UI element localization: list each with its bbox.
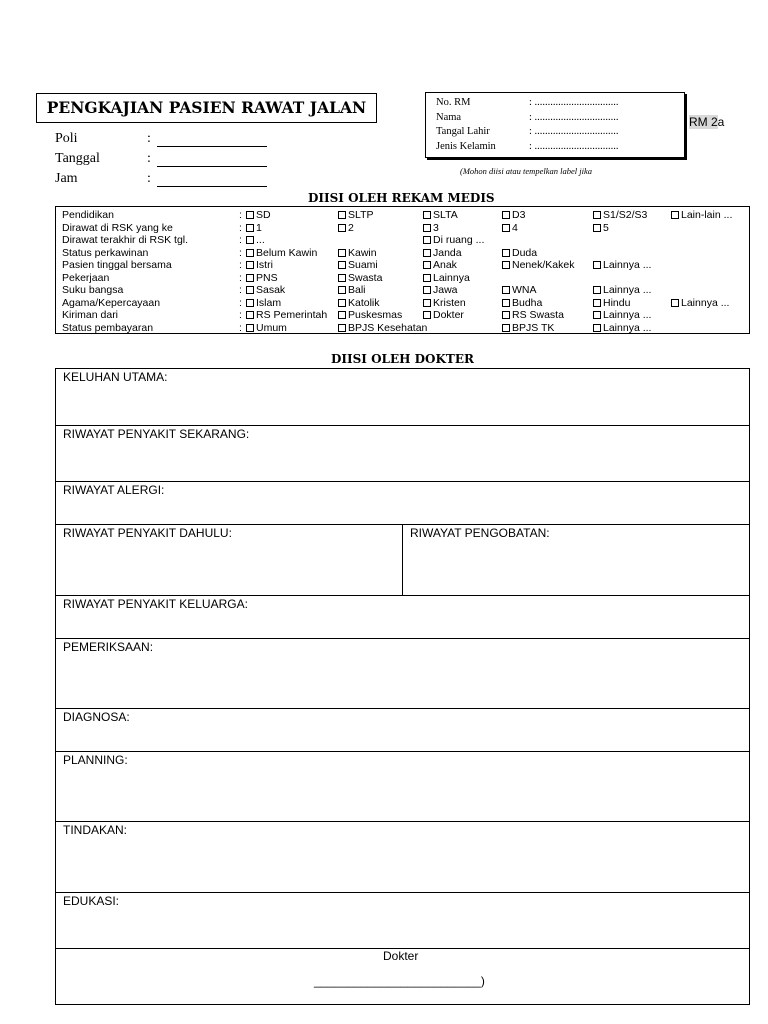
rekam-option-label: ... bbox=[256, 234, 265, 246]
dokter-signature-line[interactable]: _________________________) bbox=[314, 974, 485, 988]
poli-colon: : bbox=[147, 131, 151, 146]
checkbox-icon[interactable] bbox=[246, 261, 254, 269]
checkbox-icon[interactable] bbox=[502, 286, 510, 294]
pemeriksaan-label: PEMERIKSAAN: bbox=[63, 640, 154, 654]
rekam-option[interactable] bbox=[423, 247, 462, 260]
form-code-suffix: a bbox=[717, 115, 725, 129]
no-rm-value[interactable]: : ................................ bbox=[529, 97, 619, 108]
planning-section[interactable] bbox=[56, 751, 749, 821]
diagnosa-label: DIAGNOSA: bbox=[63, 710, 130, 724]
rekam-option-label: PNS bbox=[256, 271, 278, 284]
checkbox-icon[interactable] bbox=[423, 299, 431, 307]
jam-field[interactable] bbox=[55, 171, 270, 191]
rekam-option-label: Suami bbox=[348, 259, 378, 271]
rekam-option[interactable] bbox=[593, 322, 651, 335]
jam-label: Jam bbox=[55, 171, 78, 186]
rekam-option-label: Kawin bbox=[348, 246, 377, 259]
checkbox-icon[interactable] bbox=[423, 274, 431, 282]
rekam-option[interactable] bbox=[423, 309, 464, 322]
rekam-option[interactable] bbox=[671, 297, 729, 310]
rekam-row bbox=[62, 247, 752, 260]
diagnosa-section[interactable] bbox=[56, 708, 749, 751]
rekam-option[interactable] bbox=[338, 309, 402, 322]
rekam-option[interactable] bbox=[246, 234, 265, 247]
rekam-option[interactable] bbox=[502, 259, 574, 272]
rekam-option[interactable] bbox=[593, 209, 647, 222]
rekam-row-colon: : bbox=[239, 221, 242, 234]
rekam-option-label: Budha bbox=[512, 296, 543, 309]
jenis-kelamin-value[interactable]: : ................................ bbox=[529, 141, 619, 152]
riwayat-keluarga-section[interactable] bbox=[56, 595, 749, 638]
riwayat-sekarang-label: RIWAYAT PENYAKIT SEKARANG: bbox=[63, 427, 250, 441]
rekam-option[interactable] bbox=[246, 247, 317, 260]
riwayat-sekarang-section[interactable] bbox=[56, 425, 749, 481]
edukasi-label: EDUKASI: bbox=[63, 894, 120, 908]
dokter-section-title: DIISI OLEH DOKTER bbox=[331, 352, 474, 366]
jenis-kelamin-label: Jenis Kelamin bbox=[436, 141, 496, 152]
rekam-option[interactable] bbox=[338, 222, 354, 235]
checkbox-icon[interactable] bbox=[246, 311, 254, 319]
rekam-row-colon: : bbox=[239, 246, 242, 259]
rekam-row-colon: : bbox=[239, 259, 242, 271]
checkbox-icon[interactable] bbox=[502, 211, 510, 219]
rekam-option-label: 4 bbox=[512, 221, 518, 234]
dokter-signature-label: Dokter bbox=[383, 949, 419, 963]
rekam-option-label: 3 bbox=[433, 221, 439, 234]
rekam-row-colon: : bbox=[239, 296, 242, 309]
rekam-option[interactable] bbox=[338, 259, 378, 272]
checkbox-icon[interactable] bbox=[671, 211, 679, 219]
checkbox-icon[interactable] bbox=[338, 224, 346, 232]
rekam-option-label: Hindu bbox=[603, 296, 631, 309]
tanggal-field[interactable] bbox=[55, 151, 270, 171]
label-note: (Mohon diisi atau tempelkan label jika bbox=[460, 166, 592, 176]
rekam-option-label: BPJS Kesehatan bbox=[348, 321, 428, 334]
rekam-option-label: Sasak bbox=[256, 284, 286, 296]
checkbox-icon[interactable] bbox=[338, 261, 346, 269]
rekam-medis-box bbox=[55, 206, 750, 334]
checkbox-icon[interactable] bbox=[502, 249, 510, 257]
no-rm-label: No. RM bbox=[436, 97, 471, 108]
poli-label: Poli bbox=[55, 131, 78, 146]
rekam-option-label: Swasta bbox=[348, 271, 383, 284]
checkbox-icon[interactable] bbox=[338, 274, 346, 282]
rekam-option[interactable] bbox=[502, 297, 542, 310]
rekam-option-label: 5 bbox=[603, 221, 609, 234]
riwayat-column-divider bbox=[402, 525, 403, 595]
checkbox-icon[interactable] bbox=[593, 211, 601, 219]
rekam-option-label: SLTA bbox=[433, 209, 458, 221]
rekam-option[interactable] bbox=[423, 259, 457, 272]
form-code-highlight: RM 2 bbox=[689, 115, 718, 129]
rekam-option-label: Kristen bbox=[433, 296, 466, 309]
keluhan-utama-label: KELUHAN UTAMA: bbox=[63, 370, 168, 384]
rekam-row-label: Pekerjaan bbox=[62, 271, 110, 284]
rekam-option-label: Nenek/Kakek bbox=[512, 259, 575, 271]
rekam-row-colon: : bbox=[239, 271, 242, 284]
checkbox-icon[interactable] bbox=[423, 211, 431, 219]
riwayat-alergi-section[interactable] bbox=[56, 481, 749, 524]
rekam-option[interactable] bbox=[502, 309, 564, 322]
nama-value[interactable]: : ................................ bbox=[529, 112, 619, 123]
checkbox-icon[interactable] bbox=[593, 261, 601, 269]
rekam-row-colon: : bbox=[239, 284, 242, 296]
rekam-option-label: Islam bbox=[256, 296, 282, 309]
checkbox-icon[interactable] bbox=[338, 324, 346, 332]
rekam-option-label: BPJS TK bbox=[512, 321, 555, 334]
rekam-option-label: Lain-lain ... bbox=[681, 209, 733, 221]
rekam-row-label: Pendidikan bbox=[62, 209, 114, 221]
checkbox-icon[interactable] bbox=[423, 236, 431, 244]
rekam-option-label: SD bbox=[256, 209, 271, 221]
checkbox-icon[interactable] bbox=[338, 249, 346, 257]
rekam-option-label: RS Swasta bbox=[512, 309, 564, 321]
poli-field[interactable] bbox=[55, 131, 270, 151]
rekam-option[interactable] bbox=[246, 322, 287, 335]
rekam-option-label: Lainnya bbox=[433, 271, 470, 284]
rekam-option[interactable] bbox=[338, 209, 373, 222]
rekam-option[interactable] bbox=[246, 222, 262, 235]
rekam-option-label: 1 bbox=[256, 221, 262, 234]
dokter-box bbox=[55, 368, 750, 1005]
checkbox-icon[interactable] bbox=[502, 224, 510, 232]
rekam-option-label: 2 bbox=[348, 221, 354, 234]
checkbox-icon[interactable] bbox=[246, 211, 254, 219]
form-code bbox=[689, 115, 724, 129]
rekam-row-label: Agama/Kepercayaan bbox=[62, 296, 161, 309]
rekam-option-label: Lainnya ... bbox=[681, 296, 730, 309]
rekam-row bbox=[62, 222, 752, 235]
rekam-option-label: Katolik bbox=[348, 296, 380, 309]
checkbox-icon[interactable] bbox=[423, 286, 431, 294]
rekam-option[interactable] bbox=[423, 222, 439, 235]
rekam-option[interactable] bbox=[593, 284, 651, 297]
rekam-option-label: Anak bbox=[433, 259, 457, 271]
rekam-option[interactable] bbox=[423, 234, 484, 247]
jam-colon: : bbox=[147, 171, 151, 186]
checkbox-icon[interactable] bbox=[423, 224, 431, 232]
rekam-option-label: S1/S2/S3 bbox=[603, 209, 648, 221]
rekam-row-label: Dirawat di RSK yang ke bbox=[62, 221, 173, 234]
rekam-option[interactable] bbox=[423, 297, 466, 310]
rekam-row-label: Pasien tinggal bersama bbox=[62, 259, 172, 271]
rekam-option[interactable] bbox=[593, 297, 630, 310]
checkbox-icon[interactable] bbox=[502, 261, 510, 269]
rekam-option[interactable] bbox=[246, 272, 278, 285]
rekam-row bbox=[62, 309, 752, 322]
rekam-option[interactable] bbox=[338, 297, 380, 310]
tanggal-blank-line[interactable] bbox=[157, 166, 267, 167]
checkbox-icon[interactable] bbox=[338, 299, 346, 307]
nama-label: Nama bbox=[436, 112, 462, 123]
rekam-row bbox=[62, 284, 752, 297]
rekam-row bbox=[62, 272, 752, 285]
rekam-row-colon: : bbox=[239, 234, 242, 246]
checkbox-icon[interactable] bbox=[246, 224, 254, 232]
planning-label: PLANNING: bbox=[63, 753, 128, 767]
rekam-option[interactable] bbox=[338, 284, 366, 297]
checkbox-icon[interactable] bbox=[338, 311, 346, 319]
rekam-row-colon: : bbox=[239, 321, 242, 334]
rekam-option[interactable] bbox=[246, 297, 281, 310]
rekam-option[interactable] bbox=[246, 209, 271, 222]
checkbox-icon[interactable] bbox=[423, 311, 431, 319]
rekam-option-label: SLTP bbox=[348, 209, 374, 221]
rekam-option-label: Dokter bbox=[433, 309, 464, 321]
rekam-option[interactable] bbox=[246, 309, 327, 322]
rekam-option[interactable] bbox=[502, 209, 525, 222]
rekam-option-label: Jawa bbox=[433, 284, 458, 296]
checkbox-icon[interactable] bbox=[246, 236, 254, 244]
checkbox-icon[interactable] bbox=[502, 324, 510, 332]
checkbox-icon[interactable] bbox=[593, 324, 601, 332]
checkbox-icon[interactable] bbox=[246, 274, 254, 282]
form-title: PENGKAJIAN PASIEN RAWAT JALAN bbox=[36, 93, 377, 123]
rekam-option[interactable] bbox=[502, 284, 537, 297]
rekam-option-label: Janda bbox=[433, 246, 462, 259]
tanggal-label: Tanggal bbox=[55, 151, 100, 166]
rekam-row bbox=[62, 259, 752, 272]
rekam-row-label: Status pembayaran bbox=[62, 321, 154, 334]
tindakan-section[interactable] bbox=[56, 821, 749, 892]
tindakan-label: TINDAKAN: bbox=[63, 823, 128, 837]
rekam-row-colon: : bbox=[239, 309, 242, 321]
jam-blank-line[interactable] bbox=[157, 186, 267, 187]
checkbox-icon[interactable] bbox=[593, 311, 601, 319]
rekam-row-label: Status perkawinan bbox=[62, 246, 149, 259]
rekam-option[interactable] bbox=[593, 222, 609, 235]
checkbox-icon[interactable] bbox=[246, 324, 254, 332]
rekam-option-label: Bali bbox=[348, 284, 366, 296]
poli-blank-line[interactable] bbox=[157, 146, 267, 147]
rekam-option-label: Duda bbox=[512, 246, 538, 259]
rekam-option[interactable] bbox=[246, 284, 285, 297]
rekam-option[interactable] bbox=[338, 272, 382, 285]
rekam-row bbox=[62, 234, 752, 247]
rekam-option[interactable] bbox=[502, 247, 537, 260]
riwayat-pengobatan-label: RIWAYAT PENGOBATAN: bbox=[410, 526, 550, 540]
rekam-option-label: Lainnya ... bbox=[603, 259, 652, 271]
rekam-option[interactable] bbox=[593, 259, 651, 272]
rekam-row bbox=[62, 297, 752, 310]
checkbox-icon[interactable] bbox=[593, 224, 601, 232]
rekam-row-label: Dirawat terakhir di RSK tgl. bbox=[62, 234, 189, 246]
checkbox-icon[interactable] bbox=[671, 299, 679, 307]
checkbox-icon[interactable] bbox=[593, 286, 601, 294]
rekam-option-label: Puskesmas bbox=[348, 309, 403, 321]
pemeriksaan-section[interactable] bbox=[56, 638, 749, 708]
rekam-option[interactable] bbox=[338, 247, 377, 260]
rekam-option-label: RS Pemerintah bbox=[256, 309, 328, 321]
checkbox-icon[interactable] bbox=[338, 211, 346, 219]
rekam-option[interactable] bbox=[423, 272, 470, 285]
rekam-option[interactable] bbox=[338, 322, 427, 335]
rekam-row-label: Suku bangsa bbox=[62, 284, 124, 296]
riwayat-keluarga-label: RIWAYAT PENYAKIT KELUARGA: bbox=[63, 597, 248, 611]
rekam-option-label: Lainnya ... bbox=[603, 321, 652, 334]
checkbox-icon[interactable] bbox=[593, 299, 601, 307]
rekam-option-label: Istri bbox=[256, 259, 273, 271]
checkbox-icon[interactable] bbox=[423, 261, 431, 269]
patient-label-box bbox=[425, 92, 685, 158]
tanggal-lahir-value[interactable]: : ................................ bbox=[529, 126, 619, 137]
rekam-option[interactable] bbox=[423, 284, 458, 297]
signature-section bbox=[56, 948, 749, 1005]
riwayat-dahulu-section[interactable] bbox=[56, 524, 749, 595]
edukasi-section[interactable] bbox=[56, 892, 749, 948]
rekam-option[interactable] bbox=[671, 209, 732, 222]
tanggal-colon: : bbox=[147, 151, 151, 166]
keluhan-utama-section[interactable] bbox=[56, 369, 749, 425]
rekam-medis-title: DIISI OLEH REKAM MEDIS bbox=[308, 191, 495, 205]
rekam-option-label: Di ruang ... bbox=[433, 234, 485, 246]
rekam-option-label: Lainnya ... bbox=[603, 284, 652, 296]
rekam-option-label: D3 bbox=[512, 209, 526, 221]
tanggal-lahir-label: Tangal Lahir bbox=[436, 126, 490, 137]
rekam-row-colon: : bbox=[239, 209, 242, 221]
checkbox-icon[interactable] bbox=[246, 249, 254, 257]
checkbox-icon[interactable] bbox=[246, 299, 254, 307]
riwayat-alergi-label: RIWAYAT ALERGI: bbox=[63, 483, 165, 497]
rekam-option[interactable] bbox=[502, 322, 554, 335]
rekam-option[interactable] bbox=[593, 309, 651, 322]
rekam-option[interactable] bbox=[246, 259, 273, 272]
checkbox-icon[interactable] bbox=[338, 286, 346, 294]
checkbox-icon[interactable] bbox=[502, 299, 510, 307]
rekam-row bbox=[62, 209, 752, 222]
rekam-row bbox=[62, 322, 752, 335]
rekam-option-label: WNA bbox=[512, 284, 537, 296]
checkbox-icon[interactable] bbox=[502, 311, 510, 319]
checkbox-icon[interactable] bbox=[423, 249, 431, 257]
riwayat-dahulu-label: RIWAYAT PENYAKIT DAHULU: bbox=[63, 526, 232, 540]
rekam-option-label: Lainnya ... bbox=[603, 309, 652, 321]
rekam-option-label: Belum Kawin bbox=[256, 246, 318, 259]
rekam-option[interactable] bbox=[502, 222, 518, 235]
checkbox-icon[interactable] bbox=[246, 286, 254, 294]
rekam-row-label: Kiriman dari bbox=[62, 309, 119, 321]
rekam-option-label: Umum bbox=[256, 321, 287, 334]
rekam-option[interactable] bbox=[423, 209, 458, 222]
